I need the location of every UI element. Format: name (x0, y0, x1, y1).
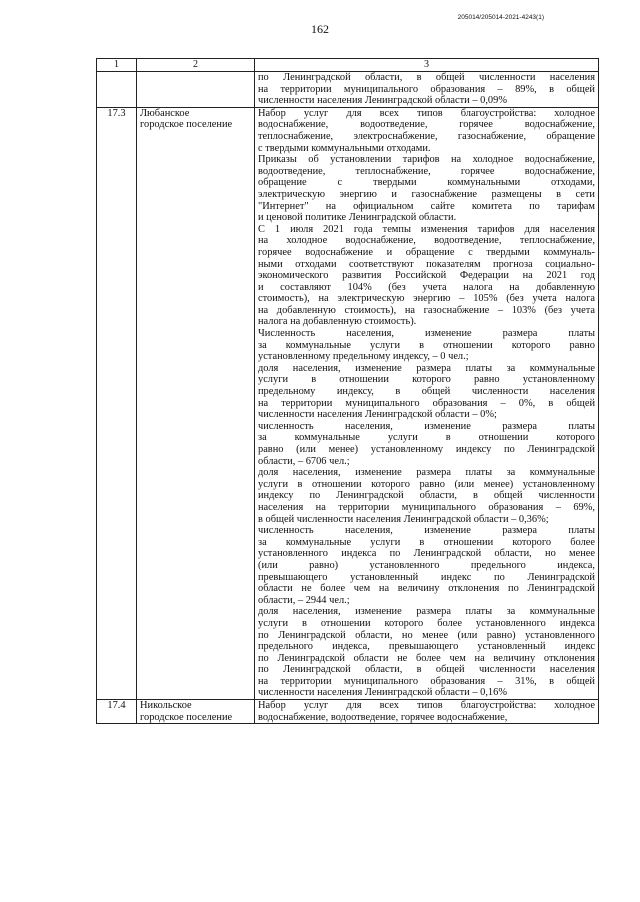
text-line: стоимость), на электрическую энергию – 105% (без учета налога (258, 293, 595, 305)
text-line: на территории муниципального образования – 89%, в общей (258, 83, 595, 95)
text-line: доля населения, изменение размера платы за коммунальные (258, 362, 595, 374)
text-line: за коммунальные услуги в отношении которого более (258, 536, 595, 548)
text-line: установленного индекса по Ленинградской области, но менее (258, 548, 595, 560)
text-line: численности населения Ленинградской области – 0,16% (258, 687, 507, 699)
text-line: С 1 июля 2021 года темпы изменения тарифов для населения (258, 223, 595, 235)
text-line: на территории муниципального образования – 31%, в общей (258, 675, 595, 687)
text-line: равно (или менее) установленному индексу по Ленинградской (258, 444, 595, 455)
service-description (255, 72, 599, 108)
text-line: установленному предельному индексу, – 0 чел.; (258, 351, 469, 363)
text-line: ными отходами соответствуют показателям прогноза социально- (258, 258, 595, 270)
text-line: численность населения, изменение размера платы (258, 420, 595, 432)
text-line: индексу по Ленинградской области, в общей численности (258, 490, 595, 502)
service-description (255, 107, 599, 699)
text-line: Приказы об установлении тарифов на холодное водоснабжение, (258, 154, 595, 166)
text-line: на добавленную стоимость), на газоснабжение – 103% (без учета (258, 304, 595, 316)
text-line: электрическую энергию и газоснабжение размещены в сети (258, 188, 595, 200)
text-line: численности населения Ленинградской области – 0,09% (258, 95, 507, 107)
text-line: услуги в отношении которого равно (или менее) установленному (258, 478, 595, 490)
page-number: 162 (311, 22, 329, 36)
tariff-table (96, 58, 599, 724)
municipality-name (137, 72, 255, 108)
text-line: на территории муниципального образования – 0%, в общей (258, 397, 595, 409)
text-line: водоснабжение, водоотведение, горячее водоснабжение, (258, 119, 595, 131)
text-line: в общей численности населения Ленинградской области – 0,36%; (258, 513, 549, 525)
text-line: численности населения Ленинградской области – 0%; (258, 409, 497, 421)
text-line: водоотведение, теплоснабжение, горячее водоснабжение, (258, 165, 595, 177)
text-line: области не более чем на величину отклонения по Ленинградской (258, 583, 595, 595)
text-line: численность населения, изменение размера платы (258, 525, 595, 537)
service-description (255, 700, 599, 724)
text-line: по Ленинградской области не более чем на величину отклонения (258, 652, 595, 664)
text-line: экономического развития Российской Федерации на 2021 год (258, 270, 595, 282)
text-line: по Ленинградской области, но менее (или равно) установленного (258, 629, 595, 641)
text-line: обращение с твердыми коммунальными отходами, (258, 177, 595, 189)
text-line: области, – 6706 чел.; (258, 455, 350, 467)
text-line: области, – 2944 чел.; (258, 594, 350, 606)
text-line: и составляют 104% (без учета налога на добавленную (258, 281, 595, 293)
text-line: услуги в отношении которого более установленного индекса (258, 617, 595, 629)
text-line: населения на территории муниципального образования – 69%, (258, 501, 595, 513)
column-header-2: 2 (137, 59, 255, 72)
column-header-1: 1 (97, 59, 137, 72)
municipality-name-line: городское поселение (140, 711, 233, 723)
row-number (97, 72, 137, 108)
text-line: водоснабжение, водоотведение, горячее водоснабжение, (258, 711, 508, 723)
text-line: доля населения, изменение размера платы за коммунальные (258, 606, 595, 618)
text-line: предельного индекса, превышающего установленный индекс (258, 641, 595, 653)
text-line: Численность населения, изменение размера платы (258, 328, 595, 340)
row-number: 17.4 (97, 700, 137, 724)
text-line: Набор услуг для всех типов благоустройства: холодное (258, 700, 595, 712)
row-number: 17.3 (97, 107, 137, 699)
text-line: теплоснабжение, электроснабжение, газоснабжение, обращение (258, 130, 595, 142)
text-line: за коммунальные услуги в отношении которого равно (258, 339, 595, 351)
text-line: "Интернет" на официальном сайте комитета по тарифам (258, 200, 595, 212)
municipality-name-line: Никольское (140, 700, 192, 712)
text-line: по Ленинградской области, в общей численности населения (258, 72, 595, 83)
municipality-name (137, 107, 255, 699)
table-row (97, 72, 599, 108)
municipality-name (137, 700, 255, 724)
table-row (97, 107, 599, 699)
text-line: горячее водоснабжение и обращение с твердыми коммуналь- (258, 246, 595, 258)
text-line: превышающего установленный индекс по Ленинградской (258, 571, 595, 583)
column-header-3: 3 (255, 59, 599, 72)
municipality-name-line: Любанское (140, 107, 190, 119)
text-line: и ценовой политике Ленинградской области. (258, 212, 457, 224)
text-line: предельному индексу, в общей численности населения (258, 386, 595, 398)
text-line: Набор услуг для всех типов благоустройства: холодное (258, 107, 595, 119)
text-line: доля населения, изменение размера платы за коммунальные (258, 467, 595, 479)
document-code: 205014/205014-2021-4243(1) (457, 14, 544, 21)
table-row (97, 700, 599, 724)
municipality-name-line: городское поселение (140, 119, 233, 131)
text-line: налога на добавленную стоимость). (258, 316, 417, 328)
text-line: с твердыми коммунальными отходами. (258, 142, 431, 154)
text-line: (или равно) установленного предельного индекса, (258, 559, 595, 571)
text-line: по Ленинградской области, в общей численности населения (258, 664, 595, 676)
text-line: услуги в отношении которого равно установленному (258, 374, 595, 386)
text-line: на холодное водоснабжение, водоотведение, теплоснабжение, (258, 235, 595, 247)
column-header-row (97, 59, 599, 72)
text-line: за коммунальные услуги в отношении которого (258, 432, 595, 444)
